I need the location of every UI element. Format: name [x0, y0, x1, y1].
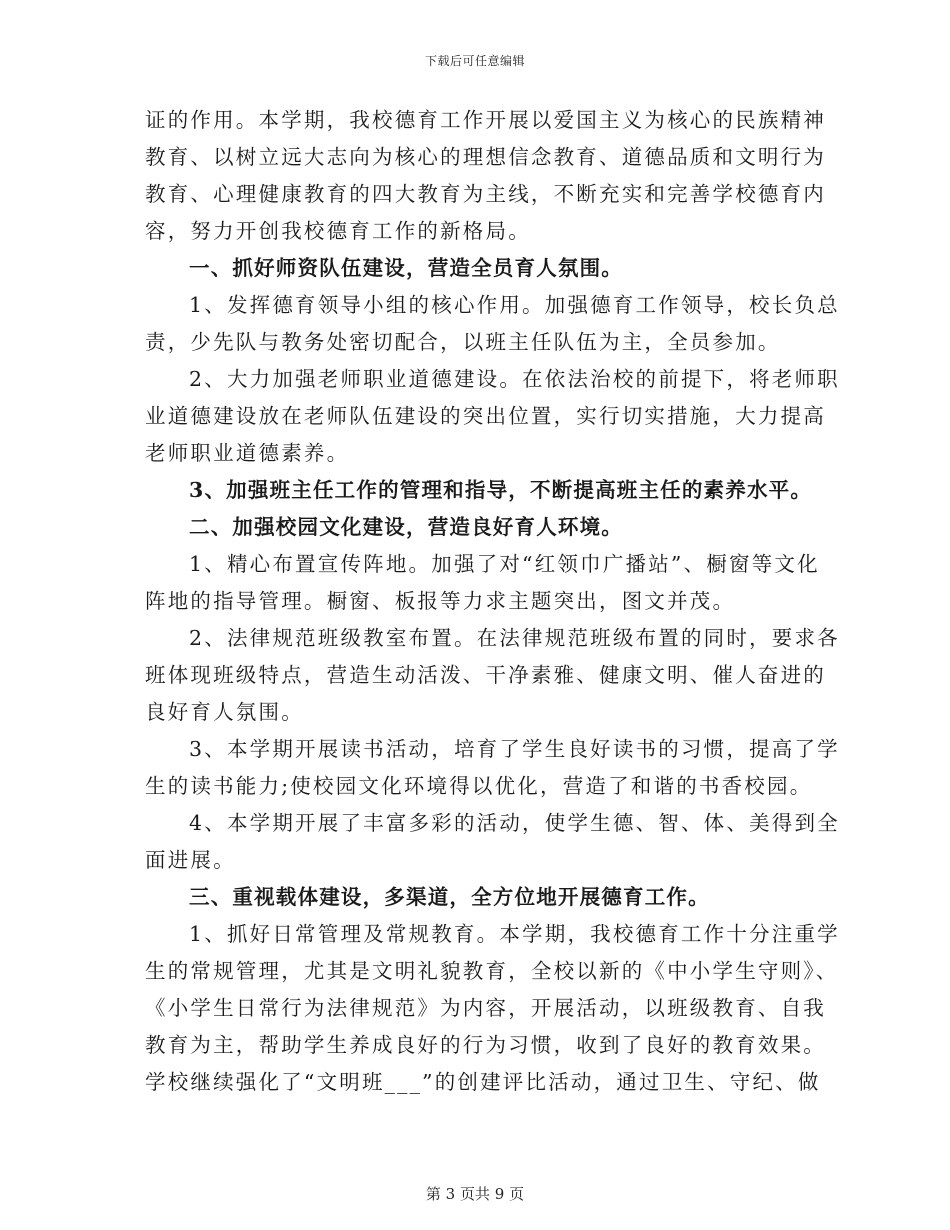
text-line: 教育、心理健康教育的四大教育为主线，不断充实和完善学校德育内: [145, 182, 826, 206]
text-line: 生的读书能力;使校园文化环境得以优化，营造了和谐的书香校园。: [145, 774, 813, 798]
text-line: 容，努力开创我校德育工作的新格局。: [145, 219, 531, 243]
page-footer: 第 3 页共 9 页: [425, 1185, 525, 1203]
section-heading: 3、加强班主任工作的管理和指导，不断提高班主任的素养水平。: [189, 478, 813, 502]
section-heading: 三、重视载体建设，多渠道，全方位地开展德育工作。: [189, 885, 710, 909]
text-line: 教育为主，帮助学生养成良好的行为习惯，收到了良好的教育效果。: [145, 1033, 826, 1057]
text-line: 1、发挥德育领导小组的核心作用。加强德育工作领导，校长负总: [189, 293, 840, 317]
text-line: 阵地的指导管理。橱窗、板报等力求主题突出，图文并茂。: [145, 589, 736, 613]
text-line: 证的作用。本学期，我校德育工作开展以爱国主义为核心的民族精神: [145, 108, 826, 132]
text-line: 4、本学期开展了丰富多彩的活动，使学生德、智、体、美得到全: [189, 811, 840, 835]
page-header: 下载后可任意编辑: [424, 54, 525, 68]
text-line: 面进展。: [145, 848, 236, 872]
text-line: 业道德建设放在老师队伍建设的突出位置，实行切实措施，大力提高: [145, 404, 826, 428]
text-line: 老师职业道德素养。: [145, 441, 350, 465]
text-line: 班体现班级特点，营造生动活泼、干净素雅、健康文明、催人奋进的: [145, 663, 826, 687]
document-body: [145, 102, 840, 1101]
text-line: 《小学生日常行为法律规范》为内容，开展活动，以班级教育、自我: [145, 996, 826, 1020]
text-line: 3、本学期开展读书活动，培育了学生良好读书的习惯，提高了学: [189, 737, 840, 761]
text-line: 1、精心布置宣传阵地。加强了对“红领巾广播站”、橱窗等文化: [189, 552, 820, 576]
text-line: 教育、以树立远大志向为核心的理想信念教育、道德品质和文明行为: [145, 145, 826, 169]
text-line: 学校继续强化了“文明班___”的创建评比活动，通过卫生、守纪、做: [145, 1070, 821, 1094]
text-line: 良好育人氛围。: [145, 700, 304, 724]
text-line: 1、抓好日常管理及常规教育。本学期，我校德育工作十分注重学: [189, 922, 840, 946]
section-heading: 二、加强校园文化建设，营造良好育人环境。: [189, 515, 623, 539]
text-line: 2、大力加强老师职业道德建设。在依法治校的前提下，将老师职: [189, 367, 840, 391]
section-heading: 一、抓好师资队伍建设，营造全员育人氛围。: [189, 256, 623, 280]
text-line: 生的常规管理，尤其是文明礼貌教育，全校以新的《中小学生守则》、: [145, 959, 839, 983]
text-line: 2、法律规范班级教室布置。在法律规范班级布置的同时，要求各: [189, 626, 840, 650]
text-line: 责，少先队与教务处密切配合，以班主任队伍为主，全员参加。: [145, 330, 781, 354]
